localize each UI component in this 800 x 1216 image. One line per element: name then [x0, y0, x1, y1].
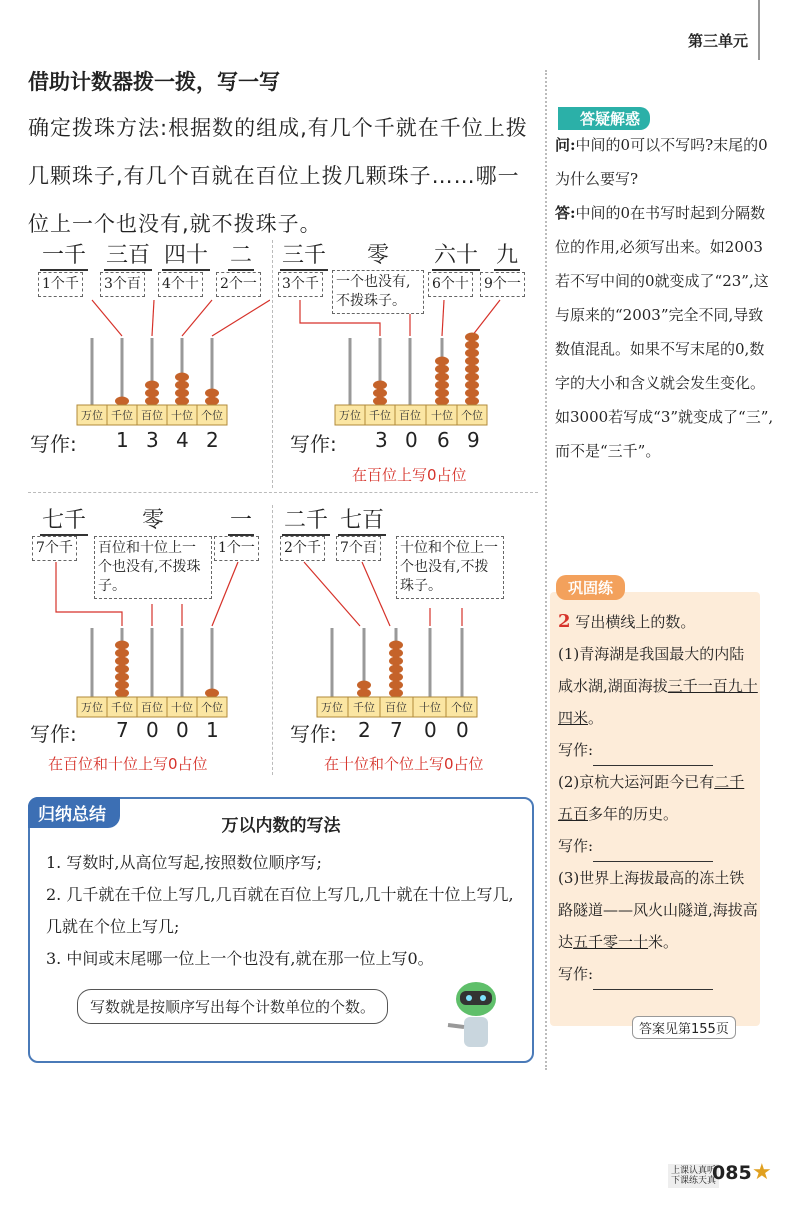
word: 一千	[40, 238, 88, 271]
count-box: 9个一	[480, 272, 525, 297]
count-box: 2个千	[280, 536, 325, 561]
robot-icon	[442, 977, 512, 1055]
item-text: (1)青海湖是我国最大的内陆咸水湖,湖面海拔	[558, 645, 745, 695]
qa-tag: 答疑解惑	[558, 107, 650, 130]
place-label: 个位	[201, 409, 223, 422]
place-label: 万位	[81, 701, 103, 714]
answer-reference: 答案见第155页	[632, 1016, 736, 1039]
count-box: 7个百	[336, 536, 381, 561]
column-divider	[545, 70, 547, 1070]
practice-instruction: 写出横线上的数。	[575, 613, 696, 631]
word: 七百	[338, 503, 386, 536]
slogan-line: 上课认真听	[671, 1166, 717, 1176]
place-label: 百位	[399, 409, 421, 422]
place-label: 千位	[111, 409, 133, 422]
count-box: 4个十	[158, 272, 203, 297]
item-post: 。	[588, 709, 604, 727]
place-label: 千位	[111, 701, 133, 714]
divider	[28, 492, 538, 493]
summary-lines	[46, 847, 526, 975]
abacus-4	[290, 560, 530, 720]
item-text: (3)世界上海拔最高的冻土铁路隧道——风火山隧道,海拔高达	[558, 869, 758, 951]
unit-label: 第三单元	[687, 32, 748, 50]
item-underlined: 三千一百九十四米	[558, 677, 758, 727]
star-icon: ★	[752, 1160, 772, 1185]
practice-tag: 巩固练	[556, 575, 625, 600]
count-box: 6个十	[428, 272, 473, 297]
count-box: 一个也没有,不拨珠子。	[332, 270, 424, 314]
count-box: 百位和十位上一个也没有,不拨珠子。	[94, 536, 212, 599]
word: 七千	[40, 503, 88, 536]
question: 中间的0可以不写吗?末尾的0为什么要写?	[555, 136, 768, 188]
summary-line: 1. 写数时,从高位写起,按照数位顺序写;	[46, 853, 322, 872]
abacus-2	[290, 298, 530, 428]
item-text: (2)京杭大运河距今已有	[558, 773, 715, 791]
slogan-line: 下课练天真	[671, 1176, 717, 1186]
digit: 1	[116, 428, 129, 452]
summary-box	[28, 797, 534, 1063]
place-label: 个位	[451, 701, 473, 714]
section-title: 借助计数器拨一拨，写一写	[28, 70, 280, 94]
place-label: 万位	[339, 409, 361, 422]
count-box: 7个千	[32, 536, 77, 561]
place-label: 百位	[141, 701, 163, 714]
digit: 3	[146, 428, 159, 452]
place-label: 万位	[321, 701, 343, 714]
word: 九	[494, 238, 520, 271]
write-label: 写作:	[558, 837, 594, 855]
abacus-1	[30, 298, 270, 428]
digit: 0	[176, 718, 189, 742]
question-label: 问:	[555, 136, 576, 154]
summary-line: 2. 几千就在千位上写几,几百就在百位上写几,几十就在十位上写几,几就在个位上写几;	[46, 885, 514, 936]
item-post: 多年的历史。	[588, 805, 679, 823]
placeholder-note: 在十位和个位上写0占位	[324, 755, 484, 773]
word: 零	[142, 508, 165, 533]
divider	[272, 240, 273, 488]
place-label: 十位	[171, 409, 193, 422]
count-box: 2个一	[216, 272, 261, 297]
count-box: 1个一	[214, 536, 259, 561]
place-label: 百位	[141, 409, 163, 422]
page-number: 085	[712, 1162, 752, 1184]
place-label: 十位	[171, 701, 193, 714]
answer-blank[interactable]	[593, 843, 713, 862]
item-underlined: 二千五百	[558, 773, 745, 823]
summary-line: 3. 中间或末尾哪一位上一个也没有,就在那一位上写0。	[46, 949, 434, 968]
place-label: 百位	[385, 701, 407, 714]
digit: 0	[456, 718, 469, 742]
answer-blank[interactable]	[593, 747, 713, 766]
item-underlined: 五千零一十	[573, 933, 649, 951]
count-box: 1个千	[38, 272, 83, 297]
place-label: 十位	[419, 701, 441, 714]
digit: 7	[116, 718, 129, 742]
digit: 0	[424, 718, 437, 742]
item-post: 米。	[648, 933, 679, 951]
count-box: 3个千	[278, 272, 323, 297]
placeholder-note: 在百位上写0占位	[352, 466, 467, 484]
write-label: 写作:	[290, 432, 337, 456]
summary-title: 万以内数的写法	[221, 816, 341, 836]
summary-tag: 归纳总结	[28, 797, 120, 828]
digit: 7	[390, 718, 403, 742]
write-label: 写作:	[558, 741, 594, 759]
answer: 中间的0在书写时起到分隔数位的作用,必须写出来。如2003若不写中间的0就变成了“23”,这与原来的“2003”完全不同,导致数值混乱。如果不写末尾的0,数字的大小和含义就会发生变化。如3000若写成“3”就变成了“三”,而不是“三千”。	[555, 204, 774, 460]
word: 三百	[104, 238, 152, 271]
write-label: 写作:	[558, 965, 594, 983]
place-label: 万位	[81, 409, 103, 422]
word: 三千	[280, 238, 328, 271]
count-box: 3个百	[100, 272, 145, 297]
word: 六十	[432, 238, 480, 271]
digit: 4	[176, 428, 189, 452]
method-text: 确定拨珠方法:根据数的组成,有几个千就在千位上拨几颗珠子,有几个百就在百位上拨几颗珠子……哪一位上一个也没有,就不拨珠子。	[28, 116, 528, 236]
answer-label: 答:	[555, 204, 576, 222]
place-label: 千位	[369, 409, 391, 422]
word: 二千	[282, 503, 330, 536]
digit: 0	[405, 428, 418, 452]
place-label: 个位	[201, 701, 223, 714]
word: 二	[228, 238, 254, 271]
speech-bubble: 写数就是按顺序写出每个计数单位的个数。	[77, 989, 388, 1024]
question-number: 2	[558, 611, 571, 632]
digit: 2	[206, 428, 219, 452]
write-label: 写作:	[30, 432, 77, 456]
write-label: 写作:	[290, 722, 337, 746]
place-label: 个位	[461, 409, 483, 422]
place-label: 十位	[431, 409, 453, 422]
answer-blank[interactable]	[593, 971, 713, 990]
digit: 0	[146, 718, 159, 742]
divider	[272, 505, 273, 775]
place-label: 千位	[353, 701, 375, 714]
word: 四十	[162, 238, 210, 271]
digit: 3	[375, 428, 388, 452]
word: 一	[228, 503, 254, 536]
count-box: 十位和个位上一个也没有,不拨珠子。	[396, 536, 504, 599]
abacus-3	[30, 560, 270, 720]
word: 零	[367, 243, 390, 268]
placeholder-note: 在百位和十位上写0占位	[48, 755, 208, 773]
digit: 9	[467, 428, 480, 452]
practice-text	[558, 606, 758, 990]
digit: 2	[358, 718, 371, 742]
qa-text	[555, 128, 775, 468]
digit: 1	[206, 718, 219, 742]
write-label: 写作:	[30, 722, 77, 746]
page-corner-decoration	[758, 0, 800, 60]
digit: 6	[437, 428, 450, 452]
